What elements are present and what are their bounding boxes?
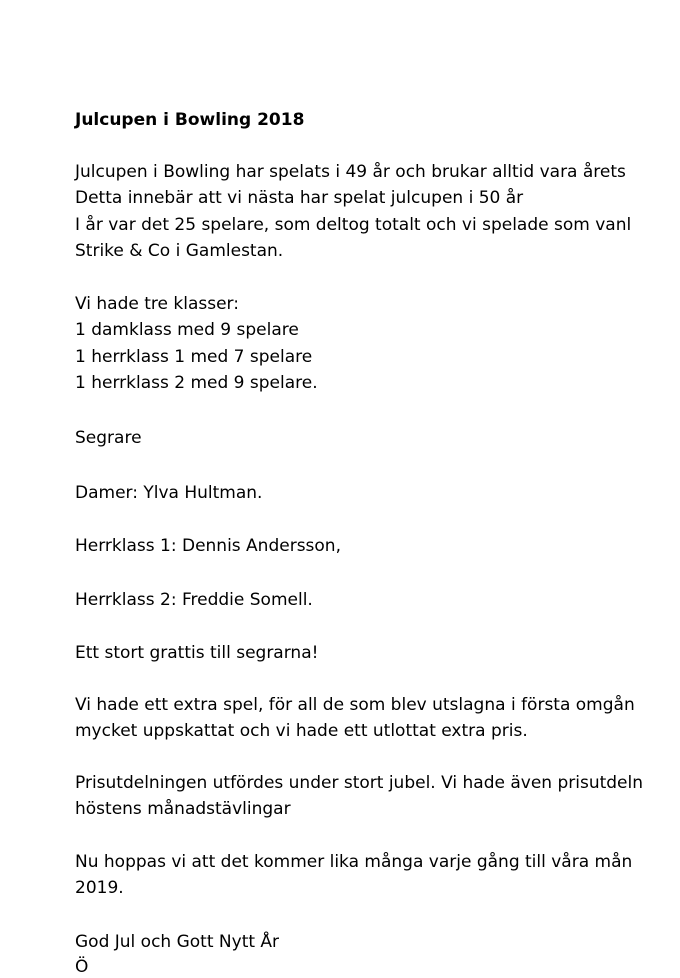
- congrats-text: Ett stort grattis till segrarna!: [75, 643, 319, 663]
- extra-game-line: mycket uppskattat och vi hade ett utlottat extra pris.: [75, 721, 528, 742]
- intro-line: Strike & Co i Gamlestan.: [75, 240, 284, 261]
- cut-off-line: Ö: [75, 957, 89, 977]
- prize-paragraph: [75, 770, 643, 823]
- intro-line: Julcupen i Bowling har spelats i 49 år och brukar alltid vara årets: [75, 162, 626, 182]
- intro-line: I år var det 25 spelare, som deltog totalt och vi spelade som vanl: [75, 214, 632, 235]
- classes-paragraph: [75, 291, 318, 396]
- winners-heading: Segrare: [75, 428, 142, 448]
- extra-game-line: Vi hade ett extra spel, för all de som blev utslagna i första omgån: [75, 695, 635, 715]
- classes-line: Vi hade tre klasser:: [75, 294, 239, 314]
- hope-paragraph: [75, 849, 632, 902]
- document-title: Julcupen i Bowling 2018: [75, 110, 305, 130]
- prize-line: höstens månadstävlingar: [75, 799, 291, 820]
- winner-damer: Damer: Ylva Hultman.: [75, 483, 263, 503]
- hope-line: Nu hoppas vi att det kommer lika många varje gång till våra mån: [75, 852, 633, 872]
- intro-line: Detta innebär att vi nästa har spelat julcupen i 50 år: [75, 188, 524, 209]
- classes-line: 1 herrklass 1 med 7 spelare: [75, 346, 313, 367]
- extra-game-paragraph: [75, 692, 635, 745]
- classes-line: 1 damklass med 9 spelare: [75, 320, 299, 341]
- greeting-text: God Jul och Gott Nytt År: [75, 932, 280, 952]
- intro-paragraph: [75, 159, 631, 264]
- classes-line: 1 herrklass 2 med 9 spelare.: [75, 372, 318, 393]
- prize-line: Prisutdelningen utfördes under stort jubel. Vi hade även prisutdeln: [75, 773, 644, 793]
- winner-herrklass-2: Herrklass 2: Freddie Somell.: [75, 590, 313, 610]
- hope-line: 2019.: [75, 878, 124, 899]
- winner-herrklass-1: Herrklass 1: Dennis Andersson,: [75, 536, 341, 556]
